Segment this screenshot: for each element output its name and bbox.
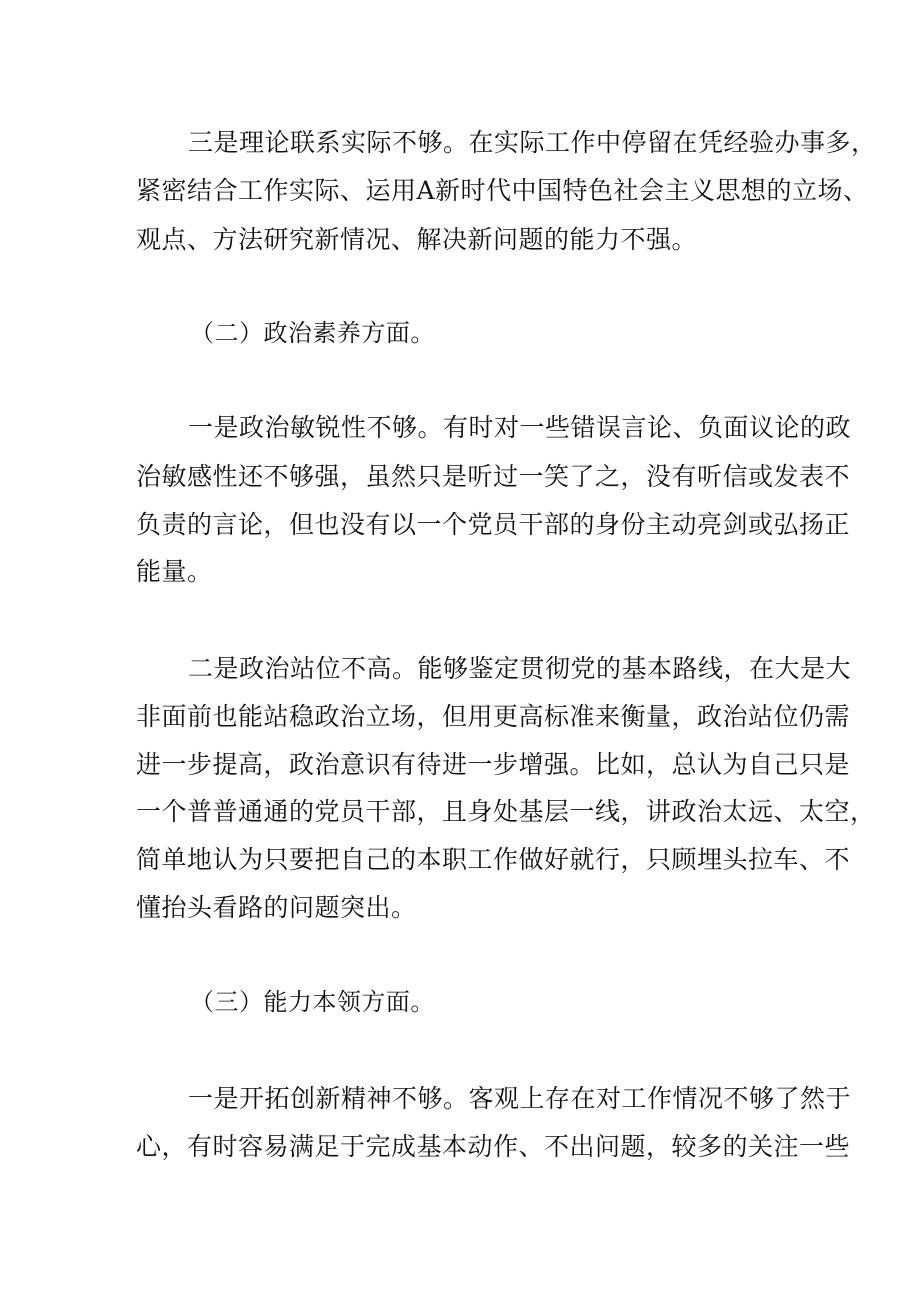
section-heading-2: （二）政治素养方面。 — [190, 319, 435, 347]
paragraph-1-line-3: 观点、方法研究新情况、解决新问题的能力不强。 — [136, 225, 698, 254]
paragraph-4-line-2: 心，有时容易满足于完成基本动作、不出问题，较多的关注一些 — [136, 1132, 851, 1161]
paragraph-4-line-1: 一是开拓创新精神不够。客观上存在对工作情况不够了然于 — [188, 1084, 852, 1113]
paragraph-3-line-3: 进一步提高，政治意识有待进一步增强。比如，总认为自己只是 — [136, 750, 851, 779]
paragraph-1-line-1: 三是理论联系实际不够。在实际工作中停留在凭经验办事多， — [188, 128, 877, 157]
paragraph-2-line-3: 负责的言论，但也没有以一个党员干部的身份主动亮剑或弘扬正 — [136, 510, 851, 539]
paragraph-3-line-4: 一个普普通通的党员干部，且身处基层一线，讲政治太远、太空， — [136, 797, 876, 826]
paragraph-3-line-2: 非面前也能站稳政治立场，但用更高标准来衡量，政治站位仍需 — [136, 702, 851, 731]
paragraph-1-line-2: 紧密结合工作实际、运用A新时代中国特色社会主义思想的立场、 — [136, 176, 869, 205]
section-heading-3: （三）能力本领方面。 — [190, 988, 435, 1016]
paragraph-3-line-5: 简单地认为只要把自己的本职工作做好就行，只顾埋头拉车、不 — [136, 845, 851, 874]
paragraph-2-line-4: 能量。 — [136, 557, 213, 586]
paragraph-3-line-6: 懂抬头看路的问题突出。 — [136, 893, 417, 922]
paragraph-2-line-1: 一是政治敏锐性不够。有时对一些错误言论、负面议论的政 — [188, 413, 852, 442]
paragraph-2-line-2: 治敏感性还不够强，虽然只是听过一笑了之，没有听信或发表不 — [136, 462, 851, 491]
paragraph-3-line-1: 二是政治站位不高。能够鉴定贯彻党的基本路线，在大是大 — [188, 654, 852, 683]
